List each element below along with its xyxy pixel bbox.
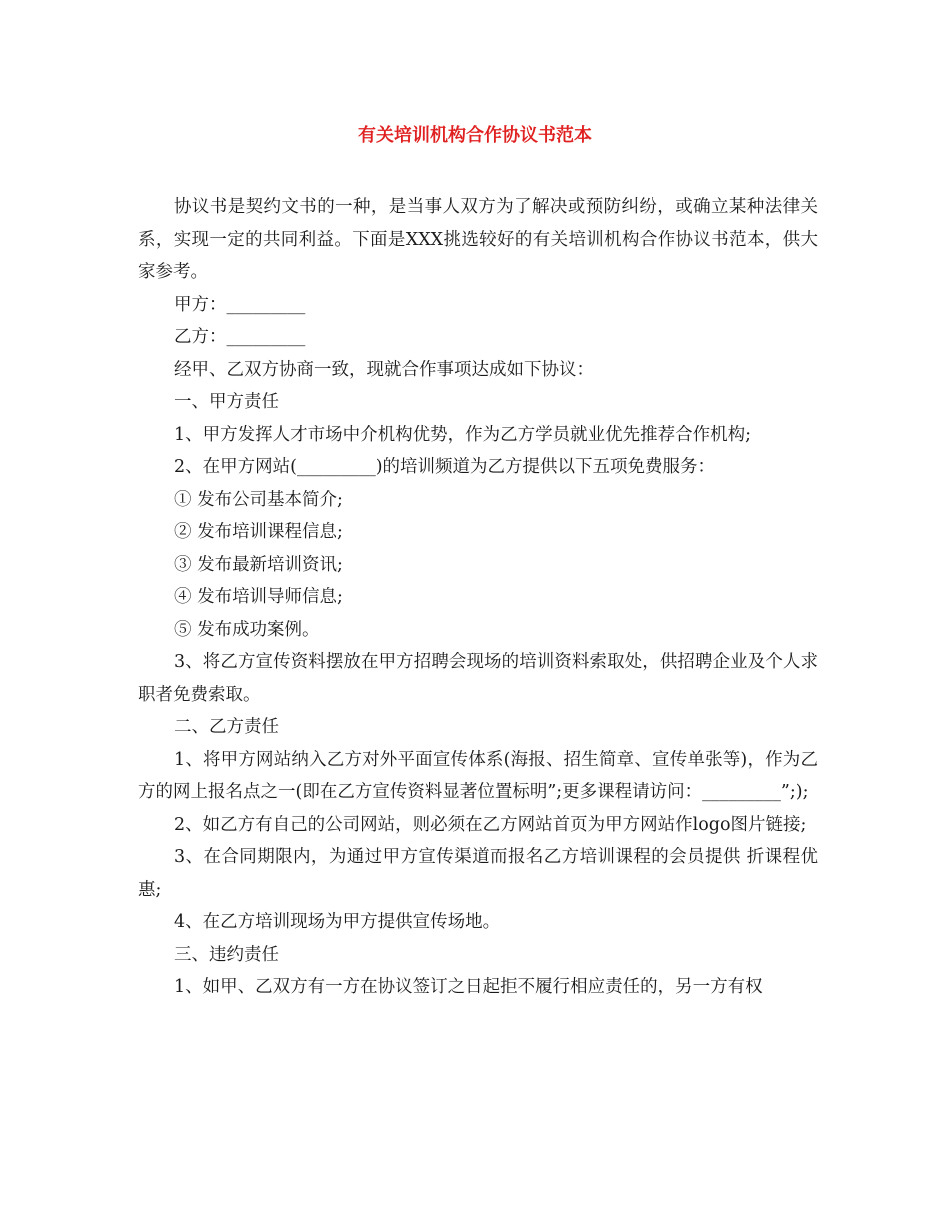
service-item-4: ④ 发布培训导师信息;	[174, 587, 343, 607]
section-heading-party-b: 二、乙方责任	[174, 717, 279, 737]
clause-a-1: 1、甲方发挥人才市场中介机构优势，作为乙方学员就业优先推荐合作机构;	[174, 424, 752, 445]
intro-paragraph: 协议书是契约文书的一种，是当事人双方为了解决或预防纠纷，或确立某种法律关系，实现一定的共同利益。下面是XXX挑选较好的有关培训机构合作协议书范本，供大家参考。	[138, 197, 818, 282]
service-item-5: ⑤ 发布成功案例。	[174, 619, 320, 640]
party-a-line: 甲方：_________	[174, 294, 306, 315]
service-item-2: ② 发布培训课程信息;	[174, 522, 343, 542]
clause-b-3: 3、在合同期限内，为通过甲方宣传渠道而报名乙方培训课程的会员提供 折课程优惠;	[138, 847, 818, 900]
agreement-statement: 经甲、乙双方协商一致，现就合作事项达成如下协议：	[174, 359, 594, 380]
clause-b-2: 2、如乙方有自己的公司网站，则必须在乙方网站首页为甲方网站作logo图片链接;	[174, 814, 807, 835]
clause-breach-1: 1、如甲、乙双方有一方在协议签订之日起拒不履行相应责任的，另一方有权	[174, 977, 763, 997]
document-title: 有关培训机构合作协议书范本	[358, 125, 592, 146]
document-body	[138, 191, 818, 1004]
service-item-1: ① 发布公司基本简介;	[174, 489, 343, 510]
clause-b-4: 4、在乙方培训现场为甲方提供宣传场地。	[174, 912, 501, 932]
party-b-line: 乙方：_________	[174, 327, 306, 347]
service-item-3: ③ 发布最新培训资讯;	[174, 554, 343, 575]
clause-b-1: 1、将甲方网站纳入乙方对外平面宣传体系(海报、招生简章、宣传单张等)，作为乙方的网上报名点之一(即在乙方宣传资料显著位置标明”;更多课程请访问：_________”;);	[138, 749, 818, 802]
section-heading-breach: 三、违约责任	[174, 944, 279, 965]
section-heading-party-a: 一、甲方责任	[174, 392, 279, 412]
clause-a-2: 2、在甲方网站(_________)的培训频道为乙方提供以下五项免费服务：	[174, 457, 716, 477]
clause-a-3: 3、将乙方宣传资料摆放在甲方招聘会现场的培训资料索取处，供招聘企业及个人求职者免费索取。	[138, 652, 818, 705]
